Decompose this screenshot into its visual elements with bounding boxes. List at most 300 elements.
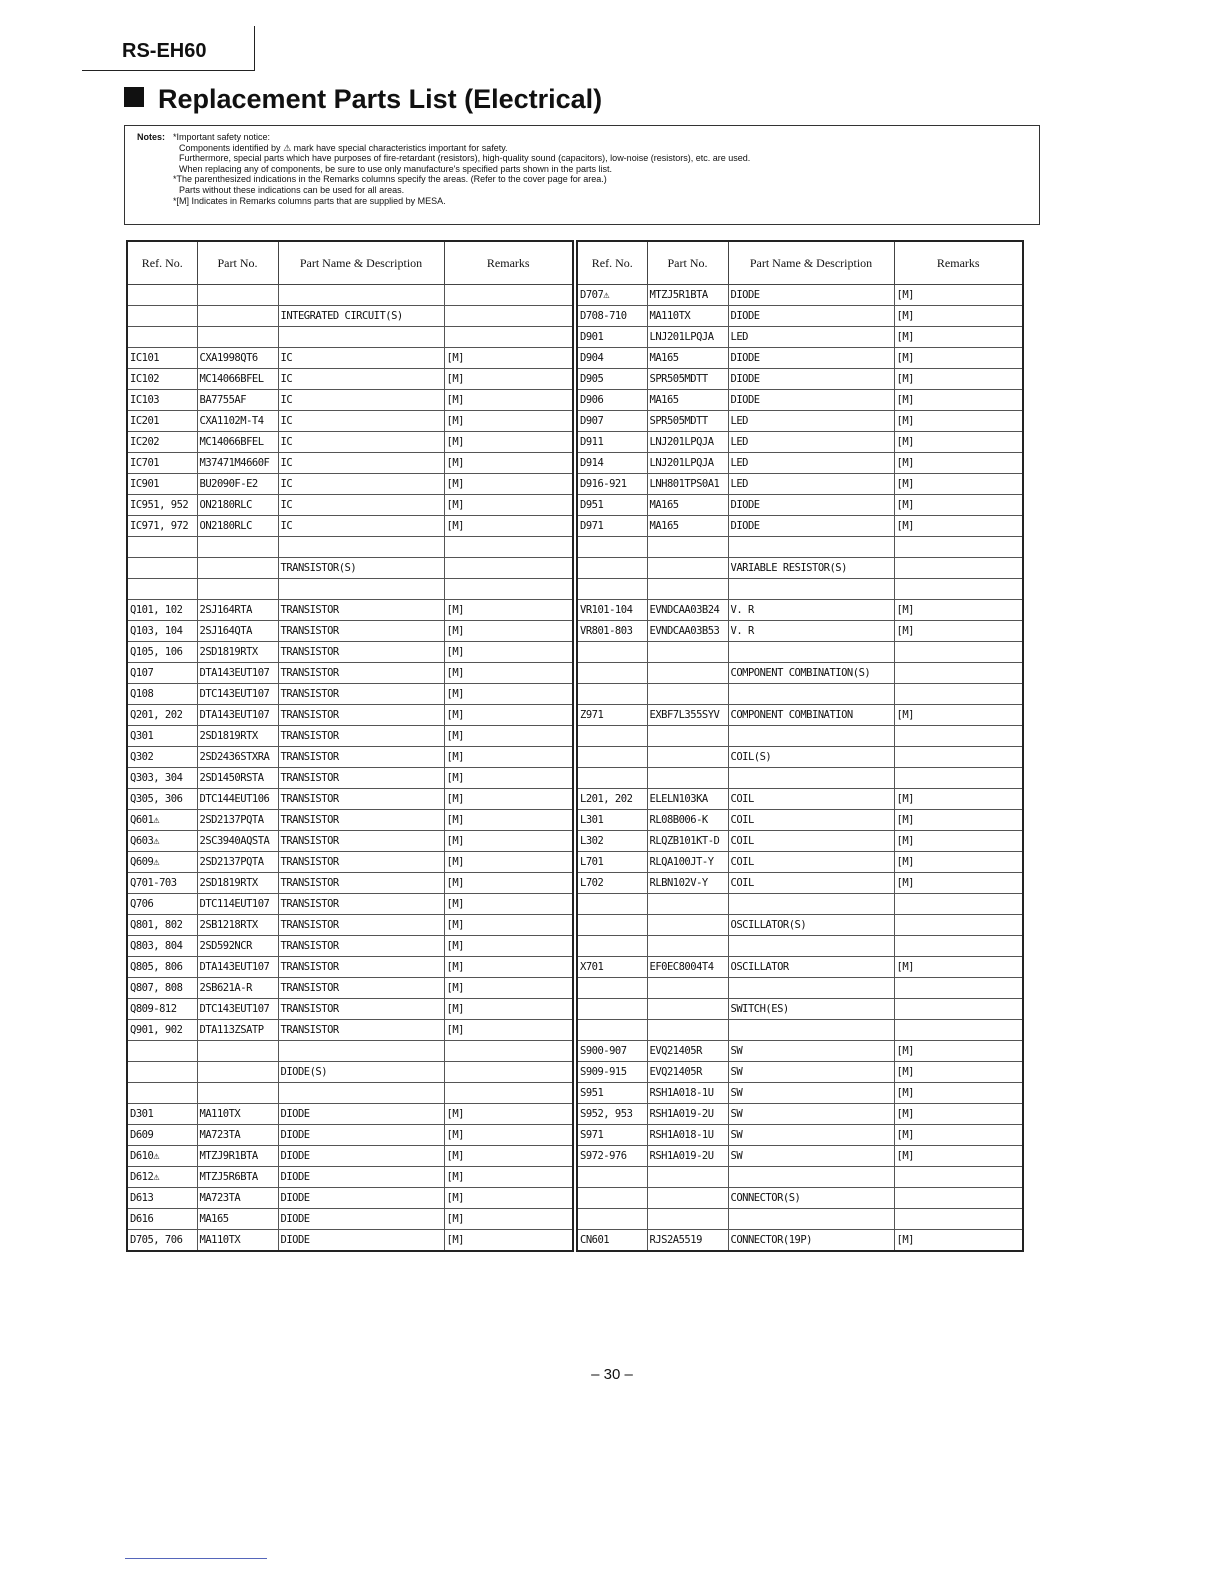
description-cell — [728, 894, 894, 915]
ref-no-cell: X701 — [577, 957, 647, 978]
remarks-cell — [444, 1083, 573, 1104]
remarks-cell: [M] — [444, 684, 573, 705]
ref-no-cell — [577, 999, 647, 1020]
part-no-cell: ON2180RLC — [197, 516, 278, 537]
table-row — [127, 537, 573, 558]
table-row — [127, 348, 573, 369]
ref-no-cell: D905 — [577, 369, 647, 390]
table-row — [577, 327, 1023, 348]
parts-table-left-body — [127, 285, 573, 1252]
ref-no-cell: Q107 — [127, 663, 197, 684]
table-row — [577, 1167, 1023, 1188]
description-cell: LED — [728, 432, 894, 453]
part-no-cell: MA110TX — [197, 1230, 278, 1252]
ref-no-cell: D609 — [127, 1125, 197, 1146]
description-cell: DIODE — [278, 1209, 444, 1230]
part-no-cell: RSH1A019-2U — [647, 1146, 728, 1167]
remarks-cell: [M] — [894, 621, 1023, 642]
ref-no-cell — [577, 915, 647, 936]
table-row — [127, 516, 573, 537]
ref-no-cell — [127, 558, 197, 579]
description-cell: V. R — [728, 621, 894, 642]
remarks-cell: [M] — [444, 978, 573, 999]
model-header-box — [82, 26, 255, 71]
part-no-cell: SPR505MDTT — [647, 411, 728, 432]
part-no-cell: RLBN102V-Y — [647, 873, 728, 894]
ref-no-cell: S900-907 — [577, 1041, 647, 1062]
table-row — [127, 1125, 573, 1146]
part-no-cell — [647, 936, 728, 957]
table-row — [127, 432, 573, 453]
part-no-cell — [197, 1062, 278, 1083]
table-row — [127, 894, 573, 915]
part-no-cell: CXA1998QT6 — [197, 348, 278, 369]
ref-no-cell: Q805, 806 — [127, 957, 197, 978]
ref-no-cell: CN601 — [577, 1230, 647, 1252]
description-cell: OSCILLATOR — [728, 957, 894, 978]
ref-no-cell — [577, 558, 647, 579]
parts-table-right-body — [577, 285, 1023, 1252]
table-row — [577, 1230, 1023, 1252]
description-cell: SWITCH(ES) — [728, 999, 894, 1020]
description-cell: TRANSISTOR(S) — [278, 558, 444, 579]
table-row — [577, 999, 1023, 1020]
description-cell: TRANSISTOR — [278, 768, 444, 789]
remarks-cell: [M] — [894, 348, 1023, 369]
description-cell: DIODE — [728, 306, 894, 327]
remarks-cell — [894, 726, 1023, 747]
notes-box — [124, 125, 1040, 225]
ref-no-cell — [577, 1209, 647, 1230]
part-no-cell: CXA1102M-T4 — [197, 411, 278, 432]
remarks-cell: [M] — [894, 831, 1023, 852]
ref-no-cell: VR801-803 — [577, 621, 647, 642]
part-no-cell: MA723TA — [197, 1188, 278, 1209]
part-no-cell: BA7755AF — [197, 390, 278, 411]
remarks-cell: [M] — [444, 453, 573, 474]
table-row — [127, 999, 573, 1020]
ref-no-cell: Q701-703 — [127, 873, 197, 894]
remarks-cell: [M] — [894, 285, 1023, 306]
ref-no-cell: Q601⚠ — [127, 810, 197, 831]
description-cell: COIL — [728, 873, 894, 894]
description-cell: TRANSISTOR — [278, 600, 444, 621]
remarks-cell — [894, 1020, 1023, 1041]
ref-no-cell — [127, 285, 197, 306]
description-cell — [278, 537, 444, 558]
part-no-cell — [647, 726, 728, 747]
description-cell — [278, 579, 444, 600]
part-no-cell: ELELN103KA — [647, 789, 728, 810]
ref-no-cell — [127, 1041, 197, 1062]
ref-no-cell: D301 — [127, 1104, 197, 1125]
remarks-cell — [444, 306, 573, 327]
part-no-cell: RLQA100JT-Y — [647, 852, 728, 873]
remarks-cell: [M] — [894, 810, 1023, 831]
part-no-cell: MA165 — [647, 348, 728, 369]
description-cell: DIODE(S) — [278, 1062, 444, 1083]
table-row — [127, 285, 573, 306]
table-row — [127, 495, 573, 516]
table-row — [127, 726, 573, 747]
ref-no-cell: D914 — [577, 453, 647, 474]
table-row — [577, 1041, 1023, 1062]
description-cell — [728, 936, 894, 957]
ref-no-cell: IC103 — [127, 390, 197, 411]
remarks-cell — [894, 537, 1023, 558]
ref-no-cell: IC951, 952 — [127, 495, 197, 516]
description-cell — [728, 684, 894, 705]
part-no-cell: MTZJ5R1BTA — [647, 285, 728, 306]
remarks-cell: [M] — [894, 474, 1023, 495]
part-no-cell: M37471M4660F — [197, 453, 278, 474]
table-row — [577, 537, 1023, 558]
col-description: Part Name & Description — [278, 241, 444, 285]
ref-no-cell — [577, 1188, 647, 1209]
ref-no-cell: L201, 202 — [577, 789, 647, 810]
description-cell: DIODE — [278, 1230, 444, 1252]
ref-no-cell — [577, 1020, 647, 1041]
ref-no-cell: Q302 — [127, 747, 197, 768]
part-no-cell — [647, 978, 728, 999]
description-cell: TRANSISTOR — [278, 705, 444, 726]
ref-no-cell: IC971, 972 — [127, 516, 197, 537]
part-no-cell: DTA143EUT107 — [197, 705, 278, 726]
description-cell: INTEGRATED CIRCUIT(S) — [278, 306, 444, 327]
table-row — [127, 1167, 573, 1188]
ref-no-cell: D906 — [577, 390, 647, 411]
part-no-cell — [647, 663, 728, 684]
table-row — [577, 1188, 1023, 1209]
part-no-cell — [197, 285, 278, 306]
part-no-cell — [647, 999, 728, 1020]
part-no-cell — [197, 1041, 278, 1062]
part-no-cell — [647, 1167, 728, 1188]
remarks-cell: [M] — [894, 453, 1023, 474]
table-row — [577, 705, 1023, 726]
ref-no-cell — [577, 642, 647, 663]
part-no-cell: DTC143EUT107 — [197, 999, 278, 1020]
ref-no-cell — [127, 579, 197, 600]
remarks-cell: [M] — [444, 1209, 573, 1230]
remarks-cell — [444, 537, 573, 558]
part-no-cell: EVNDCAA03B24 — [647, 600, 728, 621]
description-cell: COIL(S) — [728, 747, 894, 768]
remarks-cell: [M] — [894, 852, 1023, 873]
remarks-cell: [M] — [894, 1230, 1023, 1252]
description-cell: DIODE — [728, 390, 894, 411]
remarks-cell: [M] — [444, 1167, 573, 1188]
remarks-cell: [M] — [444, 600, 573, 621]
page-number: – 30 – — [591, 1366, 633, 1383]
description-cell: VARIABLE RESISTOR(S) — [728, 558, 894, 579]
ref-no-cell: S909-915 — [577, 1062, 647, 1083]
table-row — [577, 789, 1023, 810]
ref-no-cell: Q103, 104 — [127, 621, 197, 642]
table-row — [577, 495, 1023, 516]
table-row — [127, 1041, 573, 1062]
table-row — [127, 621, 573, 642]
remarks-cell — [894, 1188, 1023, 1209]
ref-no-cell: D613 — [127, 1188, 197, 1209]
table-row — [127, 852, 573, 873]
description-cell: SW — [728, 1125, 894, 1146]
part-no-cell: RSH1A018-1U — [647, 1125, 728, 1146]
part-no-cell: 2SJ164QTA — [197, 621, 278, 642]
description-cell: TRANSISTOR — [278, 1020, 444, 1041]
col-ref-no: Ref. No. — [127, 241, 197, 285]
notes-line: Components identified by ⚠ mark have special characteristics important for safety. — [179, 142, 508, 153]
remarks-cell: [M] — [894, 789, 1023, 810]
remarks-cell — [894, 894, 1023, 915]
table-row — [577, 1062, 1023, 1083]
ref-no-cell: Q303, 304 — [127, 768, 197, 789]
remarks-cell: [M] — [444, 390, 573, 411]
part-no-cell: MC14066BFEL — [197, 432, 278, 453]
ref-no-cell: Q803, 804 — [127, 936, 197, 957]
ref-no-cell: Q108 — [127, 684, 197, 705]
part-no-cell: MA110TX — [647, 306, 728, 327]
table-row — [577, 1146, 1023, 1167]
ref-no-cell: Q706 — [127, 894, 197, 915]
ref-no-cell — [577, 537, 647, 558]
table-row — [127, 579, 573, 600]
description-cell: IC — [278, 411, 444, 432]
part-no-cell: EXBF7L355SYV — [647, 705, 728, 726]
table-row — [577, 516, 1023, 537]
part-no-cell: EVNDCAA03B53 — [647, 621, 728, 642]
table-row — [577, 474, 1023, 495]
ref-no-cell: IC101 — [127, 348, 197, 369]
part-no-cell: RSH1A018-1U — [647, 1083, 728, 1104]
table-row — [577, 810, 1023, 831]
remarks-cell: [M] — [444, 663, 573, 684]
description-cell: TRANSISTOR — [278, 642, 444, 663]
description-cell: SW — [728, 1146, 894, 1167]
part-no-cell: MTZJ5R6BTA — [197, 1167, 278, 1188]
ref-no-cell: D616 — [127, 1209, 197, 1230]
remarks-cell: [M] — [894, 600, 1023, 621]
table-row — [577, 852, 1023, 873]
table-row — [577, 936, 1023, 957]
description-cell — [728, 642, 894, 663]
part-no-cell: 2SD2137PQTA — [197, 852, 278, 873]
description-cell — [728, 537, 894, 558]
ref-no-cell: L701 — [577, 852, 647, 873]
table-row — [577, 453, 1023, 474]
notes-line: *The parenthesized indications in the Remarks columns specify the areas. (Refer to the cover page for area.) — [173, 174, 607, 185]
ref-no-cell: Q201, 202 — [127, 705, 197, 726]
remarks-cell: [M] — [444, 915, 573, 936]
part-no-cell — [647, 642, 728, 663]
table-row — [127, 705, 573, 726]
ref-no-cell — [577, 579, 647, 600]
description-cell: TRANSISTOR — [278, 789, 444, 810]
description-cell: DIODE — [728, 285, 894, 306]
remarks-cell — [894, 642, 1023, 663]
description-cell — [728, 978, 894, 999]
description-cell: SW — [728, 1104, 894, 1125]
description-cell: DIODE — [728, 516, 894, 537]
table-row — [127, 978, 573, 999]
col-ref-no: Ref. No. — [577, 241, 647, 285]
part-no-cell: DTA113ZSATP — [197, 1020, 278, 1041]
table-row — [577, 642, 1023, 663]
table-row — [577, 915, 1023, 936]
part-no-cell — [197, 327, 278, 348]
remarks-cell — [444, 579, 573, 600]
notes-line: When replacing any of components, be sure to use only manufacture's specified parts shown in the parts list. — [179, 163, 612, 174]
part-no-cell — [647, 1209, 728, 1230]
col-part-no: Part No. — [647, 241, 728, 285]
part-no-cell — [647, 684, 728, 705]
description-cell: SW — [728, 1062, 894, 1083]
part-no-cell: MC14066BFEL — [197, 369, 278, 390]
remarks-cell — [894, 1209, 1023, 1230]
part-no-cell: DTC143EUT107 — [197, 684, 278, 705]
part-no-cell — [197, 558, 278, 579]
description-cell: TRANSISTOR — [278, 915, 444, 936]
col-remarks: Remarks — [894, 241, 1023, 285]
remarks-cell: [M] — [444, 348, 573, 369]
description-cell: TRANSISTOR — [278, 852, 444, 873]
description-cell: COMPONENT COMBINATION(S) — [728, 663, 894, 684]
remarks-cell — [894, 663, 1023, 684]
table-row — [127, 768, 573, 789]
remarks-cell: [M] — [444, 495, 573, 516]
part-no-cell: MA110TX — [197, 1104, 278, 1125]
table-row — [127, 747, 573, 768]
part-no-cell: RJS2A5519 — [647, 1230, 728, 1252]
remarks-cell: [M] — [894, 873, 1023, 894]
description-cell: TRANSISTOR — [278, 999, 444, 1020]
table-row — [577, 348, 1023, 369]
ref-no-cell: D971 — [577, 516, 647, 537]
description-cell: DIODE — [278, 1188, 444, 1209]
remarks-cell: [M] — [894, 495, 1023, 516]
col-part-no: Part No. — [197, 241, 278, 285]
part-no-cell: EVQ21405R — [647, 1062, 728, 1083]
table-row — [577, 894, 1023, 915]
table-row — [577, 831, 1023, 852]
ref-no-cell: Q101, 102 — [127, 600, 197, 621]
description-cell: IC — [278, 390, 444, 411]
remarks-cell: [M] — [444, 810, 573, 831]
table-row — [577, 621, 1023, 642]
description-cell — [278, 285, 444, 306]
table-row — [577, 285, 1023, 306]
remarks-cell: [M] — [894, 327, 1023, 348]
remarks-cell: [M] — [894, 306, 1023, 327]
description-cell: TRANSISTOR — [278, 957, 444, 978]
remarks-cell — [894, 1167, 1023, 1188]
part-no-cell — [647, 579, 728, 600]
part-no-cell: 2SD592NCR — [197, 936, 278, 957]
ref-no-cell: D707⚠ — [577, 285, 647, 306]
table-row — [127, 390, 573, 411]
table-row — [577, 390, 1023, 411]
table-row — [127, 411, 573, 432]
ref-no-cell: L702 — [577, 873, 647, 894]
remarks-cell: [M] — [444, 621, 573, 642]
description-cell: TRANSISTOR — [278, 873, 444, 894]
ref-no-cell: IC901 — [127, 474, 197, 495]
ref-no-cell: D911 — [577, 432, 647, 453]
ref-no-cell — [127, 327, 197, 348]
table-header-row — [577, 241, 1023, 285]
remarks-cell: [M] — [894, 1041, 1023, 1062]
description-cell: IC — [278, 432, 444, 453]
table-row — [127, 684, 573, 705]
ref-no-cell: D612⚠ — [127, 1167, 197, 1188]
table-row — [577, 747, 1023, 768]
part-no-cell — [647, 537, 728, 558]
table-row — [127, 1146, 573, 1167]
part-no-cell: BU2090F-E2 — [197, 474, 278, 495]
ref-no-cell: S971 — [577, 1125, 647, 1146]
part-no-cell — [647, 915, 728, 936]
description-cell — [728, 1209, 894, 1230]
description-cell: DIODE — [278, 1146, 444, 1167]
ref-no-cell — [577, 663, 647, 684]
description-cell: TRANSISTOR — [278, 978, 444, 999]
part-no-cell: 2SD1819RTX — [197, 642, 278, 663]
ref-no-cell: Z971 — [577, 705, 647, 726]
part-no-cell: 2SB1218RTX — [197, 915, 278, 936]
table-row — [577, 558, 1023, 579]
ref-no-cell — [577, 1167, 647, 1188]
part-no-cell: LNJ201LPQJA — [647, 432, 728, 453]
ref-no-cell: Q809-812 — [127, 999, 197, 1020]
description-cell: V. R — [728, 600, 894, 621]
description-cell: SW — [728, 1083, 894, 1104]
description-cell: LED — [728, 474, 894, 495]
table-row — [577, 978, 1023, 999]
description-cell: TRANSISTOR — [278, 747, 444, 768]
ref-no-cell: L301 — [577, 810, 647, 831]
remarks-cell: [M] — [444, 432, 573, 453]
remarks-cell — [444, 1062, 573, 1083]
description-cell: IC — [278, 495, 444, 516]
remarks-cell: [M] — [894, 411, 1023, 432]
notes-line: *[M] Indicates in Remarks columns parts that are supplied by MESA. — [173, 195, 446, 206]
footer-rule — [125, 1558, 267, 1559]
table-row — [127, 873, 573, 894]
part-no-cell: SPR505MDTT — [647, 369, 728, 390]
table-row — [127, 1020, 573, 1041]
remarks-cell: [M] — [444, 1230, 573, 1252]
description-cell: IC — [278, 369, 444, 390]
notes-line: *Important safety notice: — [173, 132, 271, 142]
ref-no-cell: S952, 953 — [577, 1104, 647, 1125]
ref-no-cell — [577, 684, 647, 705]
part-no-cell: DTA143EUT107 — [197, 663, 278, 684]
part-no-cell: 2SJ164RTA — [197, 600, 278, 621]
remarks-cell: [M] — [894, 1062, 1023, 1083]
ref-no-cell — [577, 768, 647, 789]
model-number: RS-EH60 — [122, 40, 207, 62]
table-row — [127, 642, 573, 663]
col-description: Part Name & Description — [728, 241, 894, 285]
ref-no-cell: Q301 — [127, 726, 197, 747]
remarks-cell: [M] — [894, 1083, 1023, 1104]
description-cell — [728, 1167, 894, 1188]
ref-no-cell — [577, 894, 647, 915]
description-cell — [278, 1041, 444, 1062]
ref-no-cell: Q603⚠ — [127, 831, 197, 852]
remarks-cell — [894, 684, 1023, 705]
remarks-cell — [894, 999, 1023, 1020]
